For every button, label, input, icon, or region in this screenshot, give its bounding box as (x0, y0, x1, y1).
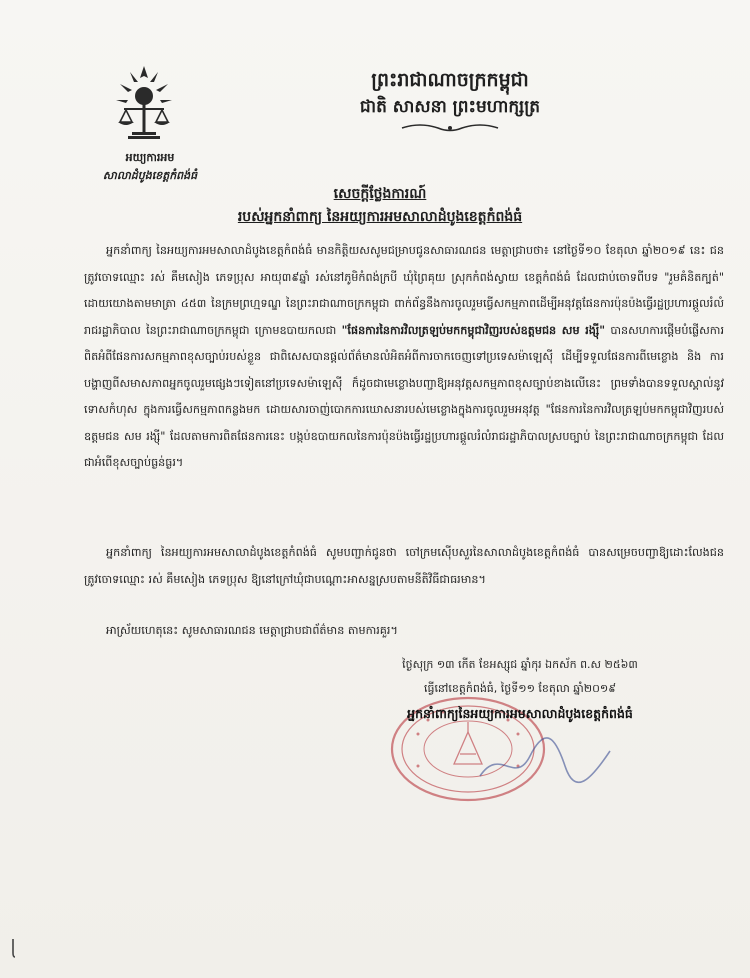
place-date-line: ធ្វើនៅខេត្តកំពង់ធំ, ថ្ងៃទី១១ ខែតុលា ឆ្នាំ២០១៩ (423, 682, 617, 695)
decorative-divider-icon (400, 122, 500, 134)
statement-paragraph-2: អ្នកនាំពាក្យ នៃអយ្យការអមសាលាដំបូងខេត្តកំពង់ធំ សូមបញ្ជាក់ជូនថា ចៅក្រមស៊ើបសួរនៃសាលាដំបូងខេត្តកំពង់ធំ បានសម្រេចបញ្ជាឱ្យដោះលែងជនត្រូវចោទឈ្មោះ រស់ គឹមសៀង ភេទប្រុស ឱ្យនៅក្រៅឃុំជាបណ្តោះអាសន្នស្របតាមនីតិវិធីជាធរមាន។ (84, 546, 724, 586)
handwritten-signature (470, 726, 620, 796)
signer-title: អ្នកនាំពាក្យនៃអយ្យការអមសាលាដំបូងខេត្តកំពង់ធំ (407, 706, 633, 721)
document-title: សេចក្តីថ្លែងការណ៍ (333, 186, 427, 202)
office-emblem-icon (108, 62, 180, 142)
paragraph-1-quote: "ផែនការនៃការវិលត្រឡប់មកកម្ពុជាវិញរបស់ឧត្តមជន សម រង្ស៊ី" (341, 323, 606, 337)
office-name: អយ្យការអម (125, 151, 175, 164)
statement-paragraph-1 (84, 238, 724, 477)
scan-edge-mark (10, 937, 16, 959)
national-motto: ជាតិ សាសនា ព្រះមហាក្សត្រ (359, 97, 541, 117)
statement-paragraph-3: អាស្រ័យហេតុនេះ សូមសាធារណជន មេត្តាជ្រាបជាព័ត៌មាន តាមការគួរ។ (106, 624, 398, 637)
office-court-name: សាលាដំបូងខេត្តកំពង់ធំ (102, 169, 198, 182)
lunar-date-line: ថ្ងៃសុក្រ ១៣ កើត ខែអស្សុជ ឆ្នាំកុរ ឯកស័ក ព.ស ២៥៦៣ (402, 658, 638, 671)
paragraph-1-text: អ្នកនាំពាក្យ នៃអយ្យការអមសាលាដំបូងខេត្តកំពង់ធំ មានកិត្តិយសសូមជម្រាបជូនសាធារណជន មេត្តាជ្រាបថា៖ នៅថ្ងៃទី១០ ខែតុលា ឆ្នាំ២០១៩ នេះ ជនត្រូវចោទឈ្មោះ រស់ គឹមសៀង ភេទប្រុស អាយុ៣៩ឆ្នាំ រស់នៅភូមិកំពង់ក្របី ឃុំព្រៃគុយ ស្រុកកំពង់ស្វាយ ខេត្តកំពង់ធំ ដែលជាប់ចោទពីបទ "រួមគំនិតក្បត់" ដោយយោងតាមមាត្រា ៤៥៣ នៃក្រមព្រហ្មទណ្ឌ នៃព្រះរាជាណាចក្រកម្ពុជា ពាក់ព័ន្ធនឹងការចូលរួមធ្វើសកម្មភាពដើម្បីអនុវត្តផែនការប៉ុនប៉ងធ្វើរដ្ឋប្រហារផ្តួលរំលំរាជរដ្ឋាភិបាល នៃព្រះរាជាណាចក្រកម្ពុជា ក្រោមឧបាយកលជា (84, 244, 724, 337)
document-subtitle: របស់អ្នកនាំពាក្យ នៃអយ្យការអមសាលាដំបូងខេត្តកំពង់ធំ (237, 209, 523, 225)
paragraph-1-rest: បានសហការផ្តើមបំផ្លើសការពិតអំពីផែនការសកម្មភាពខុសច្បាប់របស់ខ្លួន ជាពិសេសបានផ្តល់ព័ត៌មានលំអិតអំពីការចាកចេញទៅប្រទេសម៉ាឡេស៊ី ដើម្បីទទួលផែនការពីមេខ្លោង និង ការបង្ហាញពីសមាសភាពអ្នកចូលរួមផ្សេងៗទៀតនៅប្រទេសម៉ាឡេស៊ី ក៏ដូចជាមេខ្លោងបញ្ជាឱ្យអនុវត្តសកម្មភាពខុសច្បាប់ខាងលើនេះ ព្រមទាំងបានទទួលស្គាល់នូវទោសកំហុស ក្នុងការធ្វើសកម្មភាពកន្លងមក ដោយសារចាញ់បោកការឃោសនារបស់មេខ្លោងក្នុងការចូលរួមអនុវត្ត "ផែនការនៃការវិលត្រឡប់មកកម្ពុជាវិញរបស់ឧត្តមជន សម រង្ស៊ី" ដែលតាមការពិតផែនការនេះ បង្កប់ឧបាយកលនៃការប៉ុនប៉ងធ្វើរដ្ឋប្រហារផ្តួលរំលំរាជរដ្ឋាភិបាលស្របច្បាប់ នៃព្រះរាជាណាចក្រកម្ពុជា ដែលជាអំពើខុសច្បាប់ធ្ងន់ធ្ងរ។ (84, 323, 724, 469)
kingdom-heading: ព្រះរាជាណាចក្រកម្ពុជា (371, 69, 529, 91)
